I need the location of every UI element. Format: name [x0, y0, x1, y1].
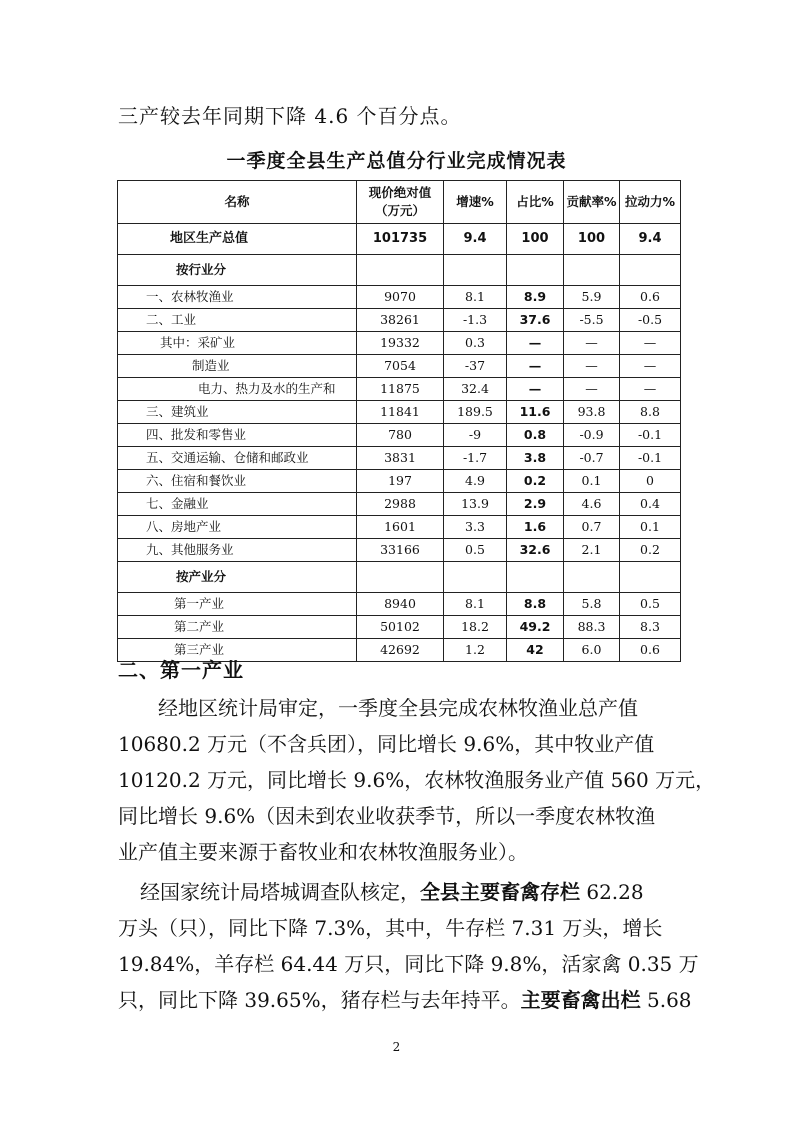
row-share: 32.6	[507, 539, 564, 562]
row-name: 电力、热力及水的生产和	[198, 381, 336, 396]
row-contribution: 93.8	[564, 401, 620, 424]
row-name: 地区生产总值	[170, 231, 249, 246]
row-share: 0.8	[507, 424, 564, 447]
table-row	[118, 401, 681, 424]
section-label: 按行业分	[176, 262, 227, 277]
row-contribution: 4.6	[564, 493, 620, 516]
table-row	[118, 539, 681, 562]
row-name: 其中：采矿业	[160, 335, 236, 350]
row-growth: 0.5	[444, 539, 507, 562]
paragraph-line: 10120.2 万元，同比增长 9.6%，农林牧渔服务业产值 560 万元，	[118, 768, 716, 792]
table-row	[118, 286, 681, 309]
row-contribution: 100	[564, 224, 620, 255]
row-growth: -1.3	[444, 309, 507, 332]
row-growth: 8.1	[444, 286, 507, 309]
table-row	[118, 493, 681, 516]
row-name: 七、金融业	[146, 496, 209, 511]
row-share: —	[507, 378, 564, 401]
row-share: 0.2	[507, 470, 564, 493]
row-growth: 0.3	[444, 332, 507, 355]
table-row	[118, 355, 681, 378]
row-value: 11875	[357, 378, 444, 401]
row-name: 第三产业	[174, 642, 225, 657]
row-contribution: 5.8	[564, 593, 620, 616]
row-growth: 1.2	[444, 639, 507, 662]
row-pull: 0.1	[620, 516, 681, 539]
paragraph-primary-industry	[118, 690, 716, 870]
row-share: —	[507, 332, 564, 355]
page-number: 2	[392, 1040, 401, 1054]
section-row-sector	[118, 562, 681, 593]
table-row	[118, 470, 681, 493]
row-pull: 0	[620, 470, 681, 493]
row-contribution: 0.1	[564, 470, 620, 493]
header-pull: 拉动力%	[620, 181, 681, 224]
row-contribution: 5.9	[564, 286, 620, 309]
row-share: 42	[507, 639, 564, 662]
row-pull: 8.3	[620, 616, 681, 639]
row-value: 101735	[357, 224, 444, 255]
row-growth: 8.1	[444, 593, 507, 616]
row-growth: -1.7	[444, 447, 507, 470]
row-growth: -37	[444, 355, 507, 378]
row-contribution: 6.0	[564, 639, 620, 662]
row-value: 42692	[357, 639, 444, 662]
row-contribution: —	[564, 378, 620, 401]
row-share: —	[507, 355, 564, 378]
header-share: 占比%	[507, 181, 564, 224]
row-pull: -0.5	[620, 309, 681, 332]
table-row	[118, 378, 681, 401]
table-title: 一季度全县生产总值分行业完成情况表	[226, 150, 567, 172]
row-name: 二、工业	[146, 312, 197, 327]
row-growth: 9.4	[444, 224, 507, 255]
row-growth: 32.4	[444, 378, 507, 401]
row-name: 三、建筑业	[146, 404, 209, 419]
header-name: 名称	[118, 181, 357, 224]
paragraph-line: 10680.2 万元（不含兵团），同比增长 9.6%，其中牧业产值	[118, 732, 655, 756]
industry-output-table	[117, 180, 681, 662]
row-share: 100	[507, 224, 564, 255]
paragraph-livestock	[118, 874, 699, 1018]
row-share: 3.8	[507, 447, 564, 470]
row-name: 五、交通运输、仓储和邮政业	[146, 450, 309, 465]
row-growth: 3.3	[444, 516, 507, 539]
row-share: 2.9	[507, 493, 564, 516]
table-row	[118, 424, 681, 447]
header-value: 现价绝对值 （万元）	[357, 181, 444, 224]
row-pull: 9.4	[620, 224, 681, 255]
section-heading: 二、第一产业	[118, 658, 244, 682]
row-pull: -0.1	[620, 447, 681, 470]
row-pull: 0.6	[620, 639, 681, 662]
row-pull: 0.2	[620, 539, 681, 562]
row-pull: 0.6	[620, 286, 681, 309]
row-share: 11.6	[507, 401, 564, 424]
row-growth: -9	[444, 424, 507, 447]
row-contribution: -0.9	[564, 424, 620, 447]
row-name: 第一产业	[174, 596, 225, 611]
row-pull: —	[620, 378, 681, 401]
bold-phrase: 主要畜禽出栏	[520, 988, 641, 1012]
row-value: 8940	[357, 593, 444, 616]
row-contribution: —	[564, 332, 620, 355]
row-growth: 13.9	[444, 493, 507, 516]
row-value: 38261	[357, 309, 444, 332]
row-contribution: 2.1	[564, 539, 620, 562]
section-label: 按产业分	[176, 569, 227, 584]
row-name: 第二产业	[174, 619, 225, 634]
row-value: 33166	[357, 539, 444, 562]
paragraph-line: 经国家统计局塔城调查队核定，全县主要畜禽存栏 62.28	[140, 880, 644, 904]
row-value: 11841	[357, 401, 444, 424]
table-row	[118, 332, 681, 355]
section-row-industry	[118, 255, 681, 286]
row-name: 九、其他服务业	[146, 542, 234, 557]
paragraph-line: 业产值主要来源于畜牧业和农林牧渔服务业）。	[118, 840, 528, 864]
row-contribution: 88.3	[564, 616, 620, 639]
row-value: 1601	[357, 516, 444, 539]
intro-line: 三产较去年同期下降 4.6 个百分点。	[118, 104, 462, 128]
row-share: 1.6	[507, 516, 564, 539]
row-value: 3831	[357, 447, 444, 470]
row-value: 197	[357, 470, 444, 493]
row-share: 49.2	[507, 616, 564, 639]
row-share: 8.9	[507, 286, 564, 309]
table-row	[118, 516, 681, 539]
paragraph-line: 经地区统计局审定，一季度全县完成农林牧渔业总产值	[158, 696, 638, 720]
row-share: 8.8	[507, 593, 564, 616]
table-header-row	[118, 181, 681, 224]
row-name: 六、住宿和餐饮业	[146, 473, 247, 488]
row-name: 八、房地产业	[146, 519, 222, 534]
row-value: 19332	[357, 332, 444, 355]
table-row	[118, 447, 681, 470]
row-contribution: 0.7	[564, 516, 620, 539]
row-pull: 8.8	[620, 401, 681, 424]
row-growth: 4.9	[444, 470, 507, 493]
header-contribution: 贡献率%	[564, 181, 620, 224]
row-pull: 0.5	[620, 593, 681, 616]
row-name: 一、农林牧渔业	[146, 289, 234, 304]
table-row	[118, 593, 681, 616]
table-row-total	[118, 224, 681, 255]
table-row	[118, 616, 681, 639]
row-pull: -0.1	[620, 424, 681, 447]
table-row	[118, 309, 681, 332]
paragraph-line: 同比增长 9.6%（因未到农业收获季节，所以一季度农林牧渔	[118, 804, 656, 828]
paragraph-line: 万头（只），同比下降 7.3%，其中，牛存栏 7.31 万头，增长	[118, 916, 663, 940]
paragraph-line: 只，同比下降 39.65%，猪存栏与去年持平。主要畜禽出栏 5.68	[118, 988, 692, 1012]
row-name: 制造业	[192, 358, 230, 373]
row-contribution: —	[564, 355, 620, 378]
bold-phrase: 全县主要畜禽存栏	[420, 880, 580, 904]
row-pull: —	[620, 332, 681, 355]
row-pull: —	[620, 355, 681, 378]
row-contribution: -0.7	[564, 447, 620, 470]
row-value: 2988	[357, 493, 444, 516]
header-growth: 增速%	[444, 181, 507, 224]
paragraph-line: 19.84%，羊存栏 64.44 万只，同比下降 9.8%，活家禽 0.35 万	[118, 952, 699, 976]
row-growth: 18.2	[444, 616, 507, 639]
row-share: 37.6	[507, 309, 564, 332]
row-growth: 189.5	[444, 401, 507, 424]
row-pull: 0.4	[620, 493, 681, 516]
row-value: 780	[357, 424, 444, 447]
row-contribution: -5.5	[564, 309, 620, 332]
row-value: 7054	[357, 355, 444, 378]
row-name: 四、批发和零售业	[146, 427, 247, 442]
row-value: 9070	[357, 286, 444, 309]
row-value: 50102	[357, 616, 444, 639]
